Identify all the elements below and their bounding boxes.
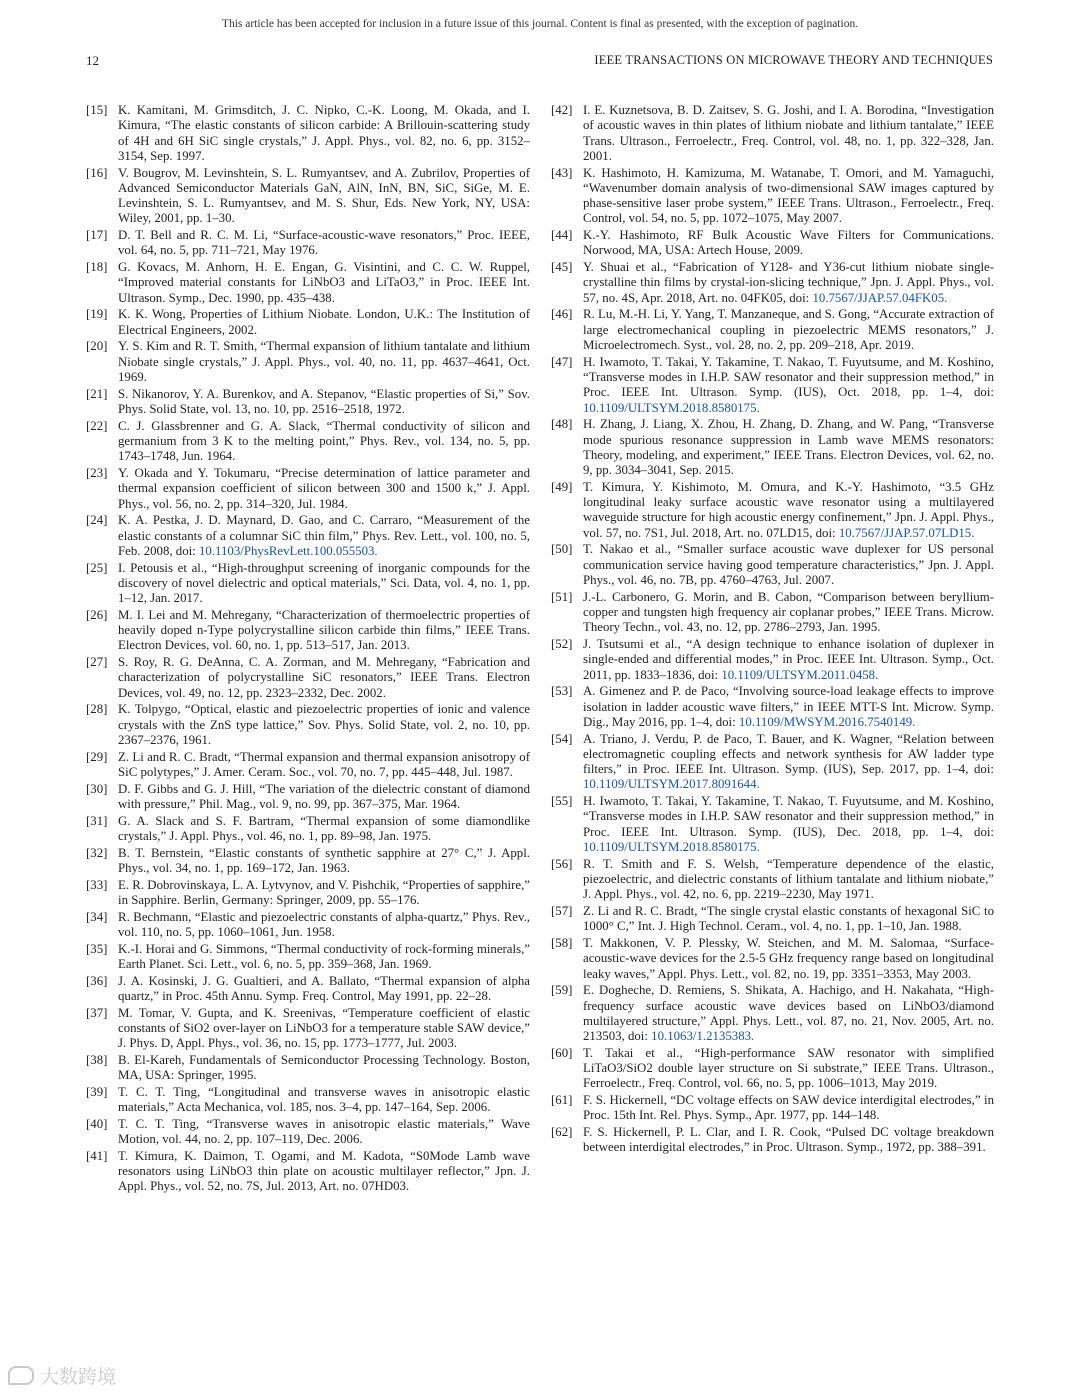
reference-item [86,750,530,781]
reference-item [551,260,994,306]
reference-number: [42] [551,103,573,117]
reference-number: [54] [551,731,573,746]
reference-number: [21] [86,386,108,401]
reference-body [118,655,530,701]
reference-body [118,561,530,607]
reference-item [86,782,530,813]
reference-item [86,228,530,259]
reference-item [551,1046,994,1092]
reference-body [583,417,994,478]
doi-link[interactable]: 10.1109/ULTSYM.2017.8091644. [583,777,760,792]
reference-body [118,878,530,909]
reference-text: H. Iwamoto, T. Takai, Y. Takamine, T. Nakao, T. Fuyutsume, and M. Koshino, “Transverse modes in I.H.P. SAW resonator and their suppression method,” in Proc. IEEE Int. Ultrason. Symp. (IUS), Dec. 2018, pp. 1–4, doi: [583,794,994,839]
reference-number: [55] [551,794,573,809]
reference-text: K. Tolpygo, “Optical, elastic and piezoelectric properties of ionic and valence crystals with the ZnS type lattice,” Sov. Phys. Solid State, vol. 2, no. 10, pp. 2367–2376, 1961. [118,702,530,747]
reference-number: [32] [86,845,108,860]
reference-number: [52] [551,637,573,651]
reference-item [551,355,994,416]
doi-link[interactable]: 10.1109/ULTSYM.2018.8580175. [583,840,760,855]
reference-text: I. Petousis et al., “High-throughput screening of inorganic compounds for the discovery of novel dielectric and optical materials,” Sci. Data, vol. 4, no. 1, pp. 1–12, Jan. 2017. [118,560,530,606]
reference-number: [40] [86,1116,108,1131]
reference-item [551,480,994,541]
reference-text: Z. Li and R. C. Bradt, “The single crystal elastic constants of hexagonal SiC to 1000° C,” Int. J. High Technol. Ceram., vol. 4, no. 1, pp. 1–10, Jan. 1988. [583,904,994,934]
reference-item [551,857,994,903]
reference-text: J.-L. Carbonero, G. Morin, and B. Cabon, “Comparison between beryllium-copper and tungsten high frequency air coplanar probes,” IEEE Trans. Microw. Theory Techn., vol. 43, no. 12, pp. 2786–2793, Jan. 1995. [583,589,994,635]
reference-item [86,878,530,909]
reference-number: [50] [551,542,573,557]
reference-text: M. I. Lei and M. Mehregany, “Characterization of thermoelectric properties of heavily doped n-Type polycrystalline silicon carbide thin films,” IEEE Trans. Electron Devices, vol. 60, no. 1, pp. 513–517, Jan. 2013. [118,607,530,653]
reference-item [86,466,530,512]
reference-text: R. Bechmann, “Elastic and piezoelectric constants of alpha-quartz,” Phys. Rev., vol. 110, no. 5, pp. 1060–1061, Jun. 1958. [118,909,530,939]
reference-item [86,103,530,164]
reference-item [86,974,530,1005]
reference-text: F. S. Hickernell, “DC voltage effects on SAW device interdigital electrodes,” in Proc. 15th Int. Rel. Phys. Symp., Apr. 1977, pp. 144–148. [583,1093,994,1123]
reference-number: [53] [551,684,573,699]
reference-text: R. T. Smith and F. S. Welsh, “Temperature dependence of the elastic, piezoelectric, and dielectric constants of lithium tantalate and lithium niobate,” J. Appl. Phys., vol. 42, no. 6, pp. 2219–2230, May 1971. [583,856,994,902]
reference-item [86,1085,530,1116]
reference-number: [51] [551,589,573,604]
reference-number: [43] [551,165,573,180]
reference-number: [19] [86,307,108,322]
doi-link[interactable]: 10.1103/PhysRevLett.100.055503. [199,543,378,558]
reference-number: [25] [86,560,108,575]
reference-item [86,419,530,465]
reference-text: Y. Shuai et al., “Fabrication of Y128- and Y36-cut lithium niobate single-crystalline thin films by crystal-ion-slicing technique,” Jpn. J. Appl. Phys., vol. 57, no. 4S, Apr. 2018, Art. no. 04FK05, doi: [583,260,994,305]
reference-number: [18] [86,260,108,275]
reference-text: T. C. T. Ting, “Longitudinal and transverse waves in anisotropic elastic materials,” Acta Mechanica, vol. 185, nos. 3–4, pp. 147–164, Sep. 2006. [118,1084,530,1115]
reference-number: [26] [86,607,108,622]
reference-item [551,637,994,683]
reference-body [583,983,994,1044]
reference-number: [38] [86,1052,108,1067]
reference-number: [35] [86,941,108,956]
reference-body [118,513,530,559]
reference-text: Z. Li and R. C. Bradt, “Thermal expansion and thermal expansion anisotropy of SiC polytypes,” J. Amer. Ceram. Soc., vol. 70, no. 7, pp. 445–448, Jul. 1987. [118,749,530,779]
reference-number: [37] [86,1005,108,1020]
reference-item [551,684,994,730]
reference-body [583,732,994,793]
reference-body [583,1093,994,1124]
reference-text: A. Gimenez and P. de Paco, “Involving source-load leakage effects to improve isolation in ladder acoustic wave filters,” in IEEE MTT-S Int. Microw. Symp. Dig., May 2016, pp. 1–4, doi: [583,684,994,729]
reference-number: [57] [551,904,573,918]
reference-text: C. J. Glassbrenner and G. A. Slack, “Thermal conductivity of silicon and germanium from 3 K to the melting point,” Phys. Rev., vol. 134, no. 5, pp. 1743–1748, Jun. 1964. [118,418,530,464]
reference-number: [60] [551,1045,573,1060]
reference-number: [47] [551,354,573,369]
reference-text: G. A. Slack and S. F. Bartram, “Thermal expansion of some diamondlike crystals,” J. Appl. Phys., vol. 46, no. 1, pp. 89–98, Jan. 1975. [118,813,530,843]
reference-body [118,466,530,512]
reference-number: [27] [86,655,108,670]
reference-number: [16] [86,165,108,180]
reference-text: K. K. Wong, Properties of Lithium Niobate. London, U.K.: The Institution of Electrical Engineers, 2002. [118,307,530,337]
reference-text: E. Dogheche, D. Remiens, S. Shikata, A. Hachigo, and H. Nakahata, “High-frequency surface acoustic wave devices based on LiNbO3/diamond multilayered structure,” Appl. Phys. Lett., vol. 87, no. 21, Nov. 2005, Art. no. 213503, doi: [583,983,994,1044]
reference-item [551,228,994,259]
reference-text: K. Kamitani, M. Grimsditch, J. C. Nipko, C.-K. Loong, M. Okada, and I. Kimura, “The elastic constants of silicon carbide: A Brillouin-scattering study of 4H and 6H SiC single crystals,” J. Appl. Phys., vol. 82, no. 6, pp. 3152–3154, Sep. 1997. [118,103,530,163]
reference-body [583,857,994,903]
reference-number: [61] [551,1093,573,1108]
reference-item [551,542,994,588]
reference-body [583,590,994,636]
reference-text: T. Takai et al., “High-performance SAW resonator with simplified LiTaO3/SiO2 double layer structure on Si substrate,” IEEE Trans. Ultrason., Ferroelectr., Freq. Control, vol. 66, no. 5, pp. 1006–1013, May 2019. [583,1045,994,1091]
watermark-logo-icon [8,1366,34,1385]
reference-body [118,782,530,813]
reference-text: F. S. Hickernell, P. L. Clar, and I. R. Cook, “Pulsed DC voltage breakdown between interdigital electrodes,” in Proc. Ultrason. Symp., 1972, pp. 388–391. [583,1125,994,1155]
reference-text: I. E. Kuznetsova, B. D. Zaitsev, S. G. Joshi, and I. A. Borodina, “Investigation of acoustic waves in thin plates of lithium niobate and lithium tantalate,” IEEE Trans. Ultrason., Ferroelectr., Freq. Control, vol. 48, no. 1, pp. 322–328, Jan. 2001. [583,103,994,163]
journal-header: IEEE TRANSACTIONS ON MICROWAVE THEORY AND TECHNIQUES [594,53,993,67]
reference-item [551,307,994,353]
reference-body [118,260,530,306]
reference-body [583,794,994,855]
reference-number: [39] [86,1084,108,1099]
reference-text: D. F. Gibbs and G. J. Hill, “The variation of the dielectric constant of diamond with pressure,” Phil. Mag., vol. 9, no. 99, pp. 367–375, Mar. 1964. [118,781,530,811]
reference-item [551,1125,994,1156]
reference-body [118,1006,530,1052]
reference-text: B. El-Kareh, Fundamentals of Semiconductor Processing Technology. Boston, MA, USA: Springer, 1995. [118,1052,530,1083]
reference-item [86,814,530,845]
reference-item [551,732,994,793]
reference-body [583,307,994,353]
reference-text: K.-I. Horai and G. Simmons, “Thermal conductivity of rock-forming minerals,” Earth Planet. Sci. Lett., vol. 6, no. 5, pp. 359–368, Jan. 1969. [118,941,530,971]
reference-text: D. T. Bell and R. C. M. Li, “Surface-acoustic-wave resonators,” Proc. IEEE, vol. 64, no. 5, pp. 711–721, May 1976. [118,228,530,258]
reference-body [118,608,530,654]
reference-body [118,339,530,385]
reference-text: K. A. Pestka, J. D. Maynard, D. Gao, and C. Carraro, “Measurement of the elastic constants of a columnar SiC thin film,” Phys. Rev. Lett., vol. 100, no. 5, Feb. 2008, doi: [118,513,530,558]
reference-item [86,260,530,306]
reference-text: G. Kovacs, M. Anhorn, H. E. Engan, G. Visintini, and C. C. W. Ruppel, “Improved material constants for LiNbO3 and LiTaO3,” in Proc. IEEE Int. Ultrason. Symp., Dec. 1990, pp. 435–438. [118,260,530,305]
reference-item [86,846,530,877]
doi-link[interactable]: 10.7567/JJAP.57.04FK05. [812,290,948,305]
reference-number: [62] [551,1125,573,1140]
doi-link[interactable]: 10.1109/ULTSYM.2011.0458. [721,667,879,682]
reference-item [86,1149,530,1195]
reference-body [118,103,530,164]
reference-number: [41] [86,1148,108,1163]
reference-text: Y. S. Kim and R. T. Smith, “Thermal expansion of lithium tantalate and lithium Niobate single crystals,” J. Appl. Phys., vol. 40, no. 11, pp. 4637–4641, Oct. 1969. [118,339,530,384]
reference-body [583,1046,994,1092]
reference-text: T. Makkonen, V. P. Plessky, W. Steichen, and M. M. Salomaa, “Surface-acoustic-wave devices for the 2.5-5 GHz frequency range based on longitudinal leaky waves,” Appl. Phys. Lett., vol. 82, no. 19, pp. 3351–3353, May 2003. [583,935,994,981]
reference-body [118,166,530,227]
reference-body [118,1085,530,1116]
reference-text: M. Tomar, V. Gupta, and K. Sreenivas, “Temperature coefficient of elastic constants of SiO2 over-layer on LiNbO3 for a temperature stable SAW device,” J. Phys. D, Appl. Phys., vol. 36, no. 15, pp. 1773–1777, Jul. 2003. [118,1005,530,1051]
reference-body [583,103,994,164]
reference-body [583,637,994,683]
doi-link[interactable]: 10.7567/JJAP.57.07LD15. [838,525,975,540]
reference-item [86,655,530,701]
reference-text: T. Nakao et al., “Smaller surface acoustic wave duplexer for US personal communication service having good temperature characteristics,” Jpn. J. Appl. Phys., vol. 46, no. 7B, pp. 4760–4763, Jul. 2007. [583,542,994,588]
reference-text: J. Tsutsumi et al., “A design technique to enhance isolation of duplexer in single-ended and differential modes,” in Proc. IEEE Int. Ultrason. Symp., Oct. 2011, pp. 1833–1836, doi: [583,637,994,682]
reference-text: E. R. Dobrovinskaya, L. A. Lytvynov, and V. Pishchik, “Properties of sapphire,” in Sapphire. Berlin, Germany: Springer, 2009, pp. 55–176. [118,877,530,907]
reference-item [86,166,530,227]
reference-item [551,936,994,982]
reference-body [118,910,530,941]
reference-body [118,228,530,259]
watermark [8,1362,116,1389]
reference-item [551,590,994,636]
reference-text: B. T. Bernstein, “Elastic constants of synthetic sapphire at 27° C,” J. Appl. Phys., vol. 34, no. 1, pp. 169–172, Jan. 1963. [118,845,530,875]
reference-body [118,419,530,465]
reference-text: K. Hashimoto, H. Kamizuma, M. Watanabe, T. Omori, and M. Yamaguchi, “Wavenumber domain analysis of two-dimensional SAW images captured by phase-sensitive laser probe system,” IEEE Trans. Ultrason., Ferroelectr., Freq. Control, vol. 54, no. 5, pp. 1072–1075, May 2007. [583,165,994,226]
reference-number: [24] [86,513,108,528]
reference-text: S. Nikanorov, Y. A. Burenkov, and A. Stepanov, “Elastic properties of Si,” Sov. Phys. Solid State, vol. 13, no. 10, pp. 2516–2518, 1972. [118,386,530,416]
page-number: 12 [86,53,99,68]
reference-body [118,1149,530,1195]
reference-number: [22] [86,418,108,433]
reference-number: [29] [86,749,108,764]
reference-number: [59] [551,983,573,998]
reference-text: V. Bougrov, M. Levinshtein, S. L. Rumyantsev, and A. Zubrilov, Properties of Advanced Semiconductor Materials GaN, AlN, InN, BN, SiC, SiGe, M. E. Levinshtein, S. L. Rumyantsev, and M. S. Shur, Eds. New York, NY, USA: Wiley, 2001, pp. 1–30. [118,165,530,226]
reference-body [118,1053,530,1084]
reference-text: A. Triano, J. Verdu, P. de Paco, T. Bauer, and K. Wagner, “Relation between electromagnetic coupling effects and network synthesis for AW ladder type filters,” in Proc. IEEE Int. Ultrason. Symp. (IUS), Sep. 2017, pp. 1–4, doi: [583,731,994,777]
reference-text: J. A. Kosinski, J. G. Gualtieri, and A. Ballato, “Thermal expansion of alpha quartz,” in Proc. 45th Annu. Symp. Freq. Control, May 1991, pp. 22–28. [118,973,530,1003]
doi-link[interactable]: 10.1109/MWSYM.2016.7540149. [738,714,916,729]
reference-item [86,1053,530,1084]
reference-item [86,307,530,338]
reference-text: H. Zhang, J. Liang, X. Zhou, H. Zhang, D. Zhang, and W. Pang, “Transverse mode spurious resonance suppression in Lamb wave MEMS resonators: Theory, modeling, and experiment,” IEEE Trans. Electron Devices, vol. 62, no. 9, pp. 3034–3041, Sep. 2015. [583,417,994,478]
reference-body [583,1125,994,1156]
reference-item [86,608,530,654]
reference-body [583,904,994,935]
reference-item [86,1117,530,1148]
reference-item [551,166,994,227]
reference-text: S. Roy, R. G. DeAnna, C. A. Zorman, and M. Mehregany, “Fabrication and characterization of polycrystalline SiC resonators,” IEEE Trans. Electron Devices, vol. 49, no. 12, pp. 2323–2332, Dec. 2002. [118,655,530,700]
reference-number: [45] [551,260,573,275]
reference-item [551,794,994,855]
doi-link[interactable]: 10.1063/1.2135383. [651,1029,755,1044]
references-right-column [551,103,994,1157]
reference-number: [46] [551,307,573,322]
reference-body [583,684,994,730]
reference-item [86,702,530,748]
reference-number: [56] [551,856,573,871]
reference-item [86,1006,530,1052]
reference-body [118,974,530,1005]
reference-item [551,103,994,164]
reference-body [118,814,530,845]
reference-body [583,355,994,416]
reference-item [551,1093,994,1124]
reference-body [118,750,530,781]
reference-body [118,387,530,418]
reference-number: [31] [86,813,108,828]
doi-link[interactable]: 10.1109/ULTSYM.2018.8580175. [583,400,760,415]
reference-text: T. Kimura, Y. Kishimoto, M. Omura, and K.-Y. Hashimoto, “3.5 GHz longitudinal leaky surface acoustic wave resonator using a multilayered waveguide structure for high acoustic energy confinement,” Jpn. J. Appl. Phys., vol. 57, no. 7S1, Jul. 2018, Art. no. 07LD15, doi: [583,479,994,540]
reference-number: [58] [551,935,573,950]
reference-body [583,228,994,259]
reference-body [583,166,994,227]
reference-item [86,339,530,385]
reference-number: [17] [86,228,108,243]
reference-body [583,936,994,982]
reference-item [551,904,994,935]
reference-number: [28] [86,702,108,717]
reference-body [583,542,994,588]
reference-text: R. Lu, M.-H. Li, Y. Yang, T. Manzaneque, and S. Gong, “Accurate extraction of large electromechanical coupling in piezoelectric MEMS resonators,” J. Microelectromech. Syst., vol. 28, no. 2, pp. 209–218, Apr. 2019. [583,307,994,353]
reference-item [86,910,530,941]
reference-number: [33] [86,877,108,892]
reference-number: [20] [86,339,108,354]
reference-number: [34] [86,909,108,924]
reference-number: [44] [551,228,573,243]
reference-number: [30] [86,781,108,796]
reference-number: [36] [86,973,108,988]
reference-text: Y. Okada and Y. Tokumaru, “Precise determination of lattice parameter and thermal expansion coefficient of silicon between 300 and 1500 k,” J. Appl. Phys., vol. 56, no. 2, pp. 314–320, Jul. 1984. [118,465,530,511]
references-left-column [86,103,530,1196]
reference-body [583,260,994,306]
reference-body [583,480,994,541]
reference-item [551,417,994,478]
reference-text: T. Kimura, K. Daimon, T. Ogami, and M. Kadota, “S0Mode Lamb wave resonators using LiNbO3 thin plate on acoustic multilayer reflector,” Jpn. J. Appl. Phys., vol. 52, no. 7S, Jul. 2013, Art. no. 07HD03. [118,1148,530,1194]
reference-body [118,1117,530,1148]
reference-body [118,307,530,338]
reference-item [551,983,994,1044]
reference-number: [23] [86,465,108,480]
reference-number: [48] [551,417,573,432]
reference-body [118,942,530,973]
watermark-text: 大数跨境 [40,1366,117,1388]
reference-text: T. C. T. Ting, “Transverse waves in anisotropic elastic materials,” Wave Motion, vol. 44, no. 2, pp. 107–119, Dec. 2006. [118,1116,530,1147]
reference-number: [49] [551,479,573,494]
reference-item [86,942,530,973]
reference-text: K.-Y. Hashimoto, RF Bulk Acoustic Wave Filters for Communications. Norwood, MA, USA: Artech House, 2009. [583,228,994,258]
reference-number: [15] [86,103,108,117]
acceptance-banner: This article has been accepted for inclusion in a future issue of this journal. Content is final as presented, with the exception of pagination. [221,18,859,30]
reference-text: H. Iwamoto, T. Takai, Y. Takamine, T. Nakao, T. Fuyutsume, and M. Koshino, “Transverse modes in I.H.P. SAW resonator and their suppression method,” in Proc. IEEE Int. Ultrason. Symp. (IUS), Oct. 2018, pp. 1–4, doi: [583,354,994,400]
reference-item [86,513,530,559]
reference-item [86,387,530,418]
reference-item [86,561,530,607]
reference-body [118,846,530,877]
reference-body [118,702,530,748]
